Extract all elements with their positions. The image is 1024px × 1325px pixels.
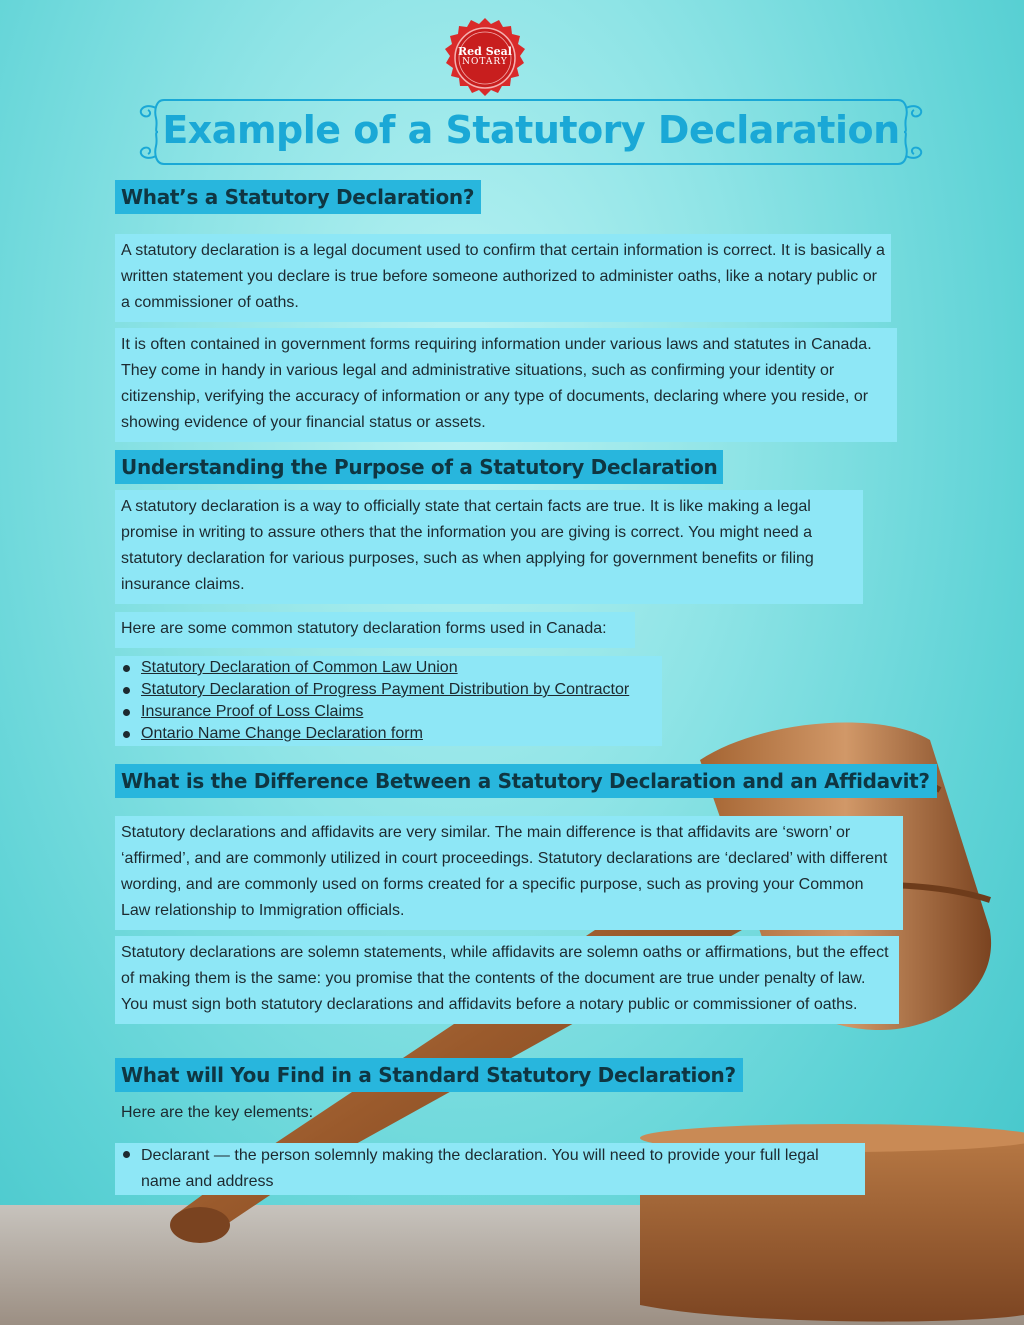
paragraph-definition: A statutory declaration is a legal document used to confirm that certain information is correct. It is basically a written statement you declare is true before someone authorized to administer oaths, like a notary public or a commissioner of oaths. xyxy=(115,234,891,322)
heading-difference: What is the Difference Between a Statutory Declaration and an Affidavit? xyxy=(115,764,937,798)
paragraph-forms-intro: Here are some common statutory declaration forms used in Canada: xyxy=(115,612,635,648)
link-ontario-name-change[interactable]: Ontario Name Change Declaration form xyxy=(141,725,423,742)
list-item xyxy=(121,701,656,723)
logo-line-2: NOTARY xyxy=(462,57,508,67)
forms-list xyxy=(115,656,662,746)
red-seal-notary-logo xyxy=(441,16,529,104)
list-item xyxy=(121,723,656,745)
elements-list xyxy=(115,1143,865,1195)
heading-purpose: Understanding the Purpose of a Statutory Declaration xyxy=(115,450,723,484)
heading-whats-statutory-declaration: What’s a Statutory Declaration? xyxy=(115,180,481,214)
list-item: Declarant — the person solemnly making the declaration. You will need to provide your full legal name and address xyxy=(121,1143,859,1195)
link-insurance-proof-of-loss[interactable]: Insurance Proof of Loss Claims xyxy=(141,703,364,720)
list-item xyxy=(121,679,656,701)
paragraph-difference-1: Statutory declarations and affidavits are very similar. The main difference is that affidavits are ‘sworn’ or ‘affirmed’, and are commonly utilized in court proceedings. Statutory declarations are ‘declared’ with different wording, and are commonly used on forms created for a specific purpose, such as proving your Common Law relationship to Immigration officials. xyxy=(115,816,903,930)
page-title: Example of a Statutory Declaration xyxy=(162,108,900,152)
list-item xyxy=(121,657,656,679)
heading-standard-elements: What will You Find in a Standard Statutory Declaration? xyxy=(115,1058,743,1092)
logo-line-1: Red Seal xyxy=(458,45,512,58)
paragraph-difference-2: Statutory declarations are solemn statements, while affidavits are solemn oaths or affirmations, but the effect of making them is the same: you promise that the contents of the document are true under penalty of law. You must sign both statutory declarations and affidavits before a notary public or commissioner of oaths. xyxy=(115,936,899,1024)
link-common-law-union[interactable]: Statutory Declaration of Common Law Union xyxy=(141,659,458,676)
paragraph-government-forms: It is often contained in government forms requiring information under various laws and statutes in Canada. They come in handy in various legal and administrative situations, such as confirming your identity or citizenship, verifying the accuracy of information or any type of documents, declaring where you reside, or showing evidence of your financial status or assets. xyxy=(115,328,897,442)
paragraph-purpose: A statutory declaration is a way to officially state that certain facts are true. It is like making a legal promise in writing to assure others that the information you are giving is correct. You might need a statutory declaration for various purposes, such as when applying for government benefits or filing insurance claims. xyxy=(115,490,863,604)
paragraph-key-elements-intro: Here are the key elements: xyxy=(121,1104,314,1121)
link-progress-payment[interactable]: Statutory Declaration of Progress Payment Distribution by Contractor xyxy=(141,681,630,698)
